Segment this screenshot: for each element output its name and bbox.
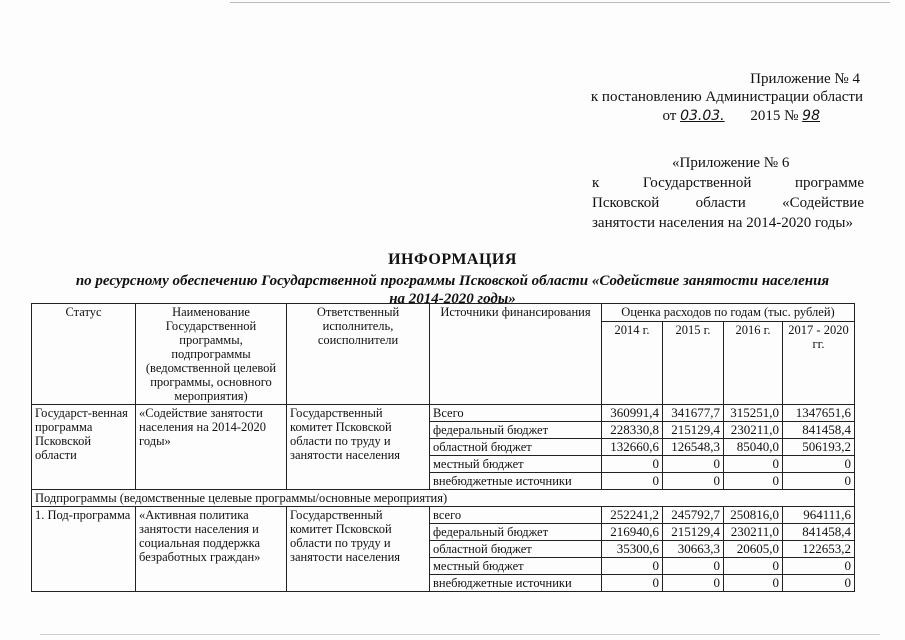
value-cell: 841458,4 bbox=[783, 422, 855, 439]
value-cell: 964111,6 bbox=[783, 507, 855, 524]
handwritten-date: 03.03. bbox=[680, 108, 725, 124]
doc-heading: ИНФОРМАЦИЯ bbox=[388, 251, 517, 268]
value-cell: 0 bbox=[663, 456, 724, 473]
value-cell: 0 bbox=[663, 558, 724, 575]
header-year-2017-2020: 2017 - 2020 гг. bbox=[783, 322, 855, 405]
header-year-2015: 2015 г. bbox=[663, 322, 724, 405]
program-name: «Содействие занятости населения на 2014-2020 годы» bbox=[136, 405, 287, 490]
value-cell: 0 bbox=[602, 558, 663, 575]
table-row bbox=[32, 507, 855, 524]
value-cell: 360991,4 bbox=[602, 405, 663, 422]
value-cell: 35300,6 bbox=[602, 541, 663, 558]
value-cell: 0 bbox=[663, 473, 724, 490]
value-cell: 0 bbox=[783, 473, 855, 490]
header-sources: Источники финансирования bbox=[430, 304, 602, 405]
scan-artifact-top bbox=[230, 2, 890, 3]
appendix-6-line2: к Государственной программе bbox=[592, 175, 864, 191]
value-cell: 0 bbox=[783, 456, 855, 473]
value-cell: 122653,2 bbox=[783, 541, 855, 558]
value-cell: 0 bbox=[724, 575, 783, 592]
source-cell: областной бюджет bbox=[430, 541, 602, 558]
value-cell: 126548,3 bbox=[663, 439, 724, 456]
source-cell: внебюджетные источники bbox=[430, 473, 602, 490]
program-responsible: Государственный комитет Псковской области по труду и занятости населения bbox=[287, 405, 430, 490]
appendix-6-line4: занятости населения на 2014-2020 годы» bbox=[592, 215, 853, 231]
source-cell: всего bbox=[430, 507, 602, 524]
value-cell: 0 bbox=[783, 575, 855, 592]
value-cell: 841458,4 bbox=[783, 524, 855, 541]
value-cell: 0 bbox=[724, 456, 783, 473]
subprograms-header-row bbox=[32, 490, 855, 507]
value-cell: 0 bbox=[602, 456, 663, 473]
subprogram-status: 1. Под-программа bbox=[32, 507, 136, 592]
value-cell: 245792,7 bbox=[663, 507, 724, 524]
source-cell: Всего bbox=[430, 405, 602, 422]
table-row bbox=[32, 405, 855, 422]
source-cell: федеральный бюджет bbox=[430, 524, 602, 541]
scan-artifact-bottom bbox=[40, 634, 880, 635]
value-cell: 30663,3 bbox=[663, 541, 724, 558]
appendix-6-line1: «Приложение № 6 bbox=[672, 155, 790, 171]
resource-table bbox=[31, 303, 855, 592]
source-cell: областной бюджет bbox=[430, 439, 602, 456]
header-status: Статус bbox=[32, 304, 136, 405]
source-cell: внебюджетные источники bbox=[430, 575, 602, 592]
appendix-6-block bbox=[592, 153, 864, 233]
handwritten-number: 98 bbox=[802, 108, 820, 124]
value-cell: 0 bbox=[724, 558, 783, 575]
value-cell: 230211,0 bbox=[724, 422, 783, 439]
source-cell: федеральный бюджет bbox=[430, 422, 602, 439]
value-cell: 132660,6 bbox=[602, 439, 663, 456]
date-prefix: от bbox=[662, 108, 677, 124]
value-cell: 0 bbox=[663, 575, 724, 592]
value-cell: 228330,8 bbox=[602, 422, 663, 439]
value-cell: 506193,2 bbox=[783, 439, 855, 456]
year-text: 2015 № bbox=[750, 108, 799, 124]
subprograms-header: Подпрограммы (ведомственные целевые программы/основные мероприятия) bbox=[32, 490, 855, 507]
source-cell: местный бюджет bbox=[430, 456, 602, 473]
value-cell: 85040,0 bbox=[724, 439, 783, 456]
value-cell: 0 bbox=[783, 558, 855, 575]
value-cell: 250816,0 bbox=[724, 507, 783, 524]
value-cell: 215129,4 bbox=[663, 422, 724, 439]
value-cell: 1347651,6 bbox=[783, 405, 855, 422]
header-row-1 bbox=[32, 304, 855, 322]
appendix-6-line3: Псковской области «Содействие bbox=[592, 195, 864, 211]
header-responsible: Ответственный исполнитель, соисполнители bbox=[287, 304, 430, 405]
header-year-2014: 2014 г. bbox=[602, 322, 663, 405]
appendix-4-date-line bbox=[560, 107, 820, 126]
value-cell: 215129,4 bbox=[663, 524, 724, 541]
value-cell: 216940,6 bbox=[602, 524, 663, 541]
value-cell: 230211,0 bbox=[724, 524, 783, 541]
subprogram-name: «Активная политика занятости населения и социальная поддержка безработных граждан» bbox=[136, 507, 287, 592]
value-cell: 0 bbox=[602, 473, 663, 490]
program-status: Государст-венная программа Псковской области bbox=[32, 405, 136, 490]
subprogram-responsible: Государственный комитет Псковской области по труду и занятости населения bbox=[287, 507, 430, 592]
doc-subtitle: по ресурсному обеспечению Государственной программы Псковской области «Содействие занятости населения на 2014-2020 годы» bbox=[75, 273, 830, 307]
appendix-4-line1: Приложение № 4 bbox=[750, 71, 860, 87]
value-cell: 341677,7 bbox=[663, 405, 724, 422]
header-name: Наименование Государственной программы, подпрограммы (ведомственной целевой программы, основного мероприятия) bbox=[136, 304, 287, 405]
appendix-4-line2: к постановлению Администрации области bbox=[590, 89, 863, 105]
value-cell: 252241,2 bbox=[602, 507, 663, 524]
value-cell: 0 bbox=[724, 473, 783, 490]
header-estimate: Оценка расходов по годам (тыс. рублей) bbox=[602, 304, 855, 322]
value-cell: 315251,0 bbox=[724, 405, 783, 422]
source-cell: местный бюджет bbox=[430, 558, 602, 575]
value-cell: 0 bbox=[602, 575, 663, 592]
value-cell: 20605,0 bbox=[724, 541, 783, 558]
header-year-2016: 2016 г. bbox=[724, 322, 783, 405]
